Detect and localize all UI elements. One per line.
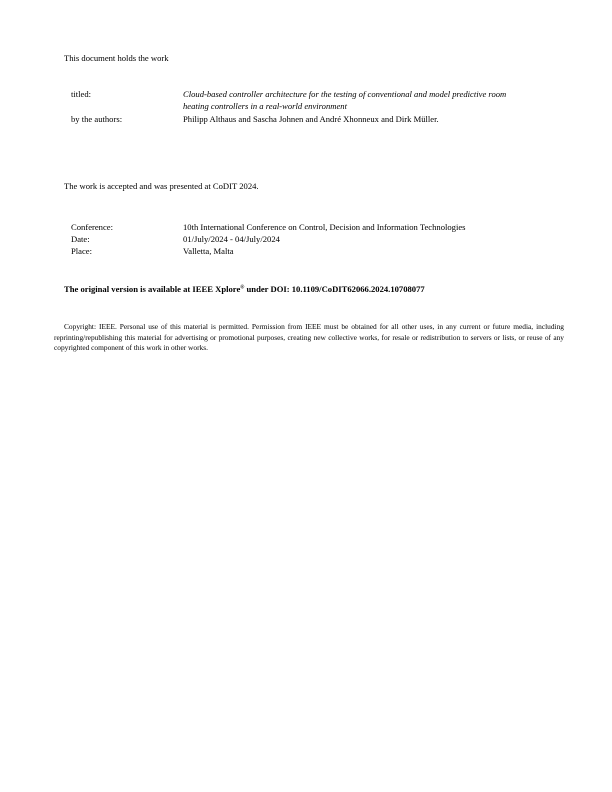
registered-mark: ®	[240, 284, 245, 291]
original-prefix: The original version is available at IEEE Xplore	[64, 284, 241, 294]
original-version-text	[64, 284, 425, 294]
title-label: titled:	[71, 89, 92, 99]
title-line-1: Cloud-based controller architecture for the testing of conventional and model predictive room	[183, 89, 507, 99]
doi-text: under DOI: 10.1109/CoDIT62066.2024.10708077	[244, 284, 425, 294]
copyright-notice: Copyright: IEEE. Personal use of this material is permitted. Permission from IEEE must be obtained for all other uses, in any current or future media, including reprinting/republishing this material for advertising or promotional purposes, creating new collective works, for resale or redistribution to servers or lists, or reuse of any copyrighted component of this work in other works.	[54, 322, 564, 353]
date-label: Date:	[71, 234, 90, 244]
intro-text: This document holds the work	[64, 53, 169, 63]
date-value: 01/July/2024 - 04/July/2024	[183, 234, 280, 244]
conference-label: Conference:	[71, 222, 113, 232]
authors-value: Philipp Althaus and Sascha Johnen and André Xhonneux and Dirk Müller.	[183, 114, 439, 124]
place-label: Place:	[71, 246, 92, 256]
accepted-text: The work is accepted and was presented at CoDIT 2024.	[64, 181, 259, 191]
conference-value: 10th International Conference on Control, Decision and Information Technologies	[183, 222, 466, 232]
place-value: Valletta, Malta	[183, 246, 234, 256]
authors-label: by the authors:	[71, 114, 123, 124]
title-line-2: heating controllers in a real-world environment	[183, 101, 347, 111]
